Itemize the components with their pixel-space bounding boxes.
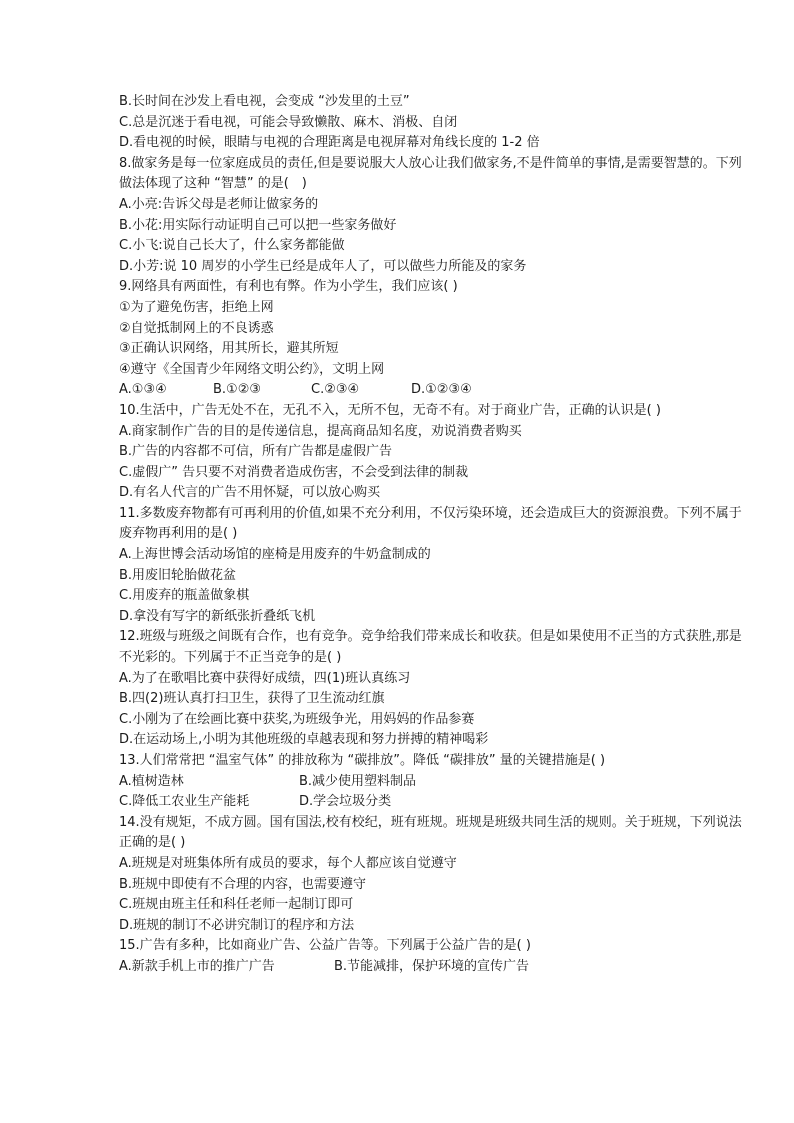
text-line: 11.多数废弃物都有可再利用的价值,如果不充分利用，不仅污染环境，还会造成巨大的资源浪费。下列不属于废弃物再利用的是( ) bbox=[119, 505, 742, 542]
text-line: D.小芳:说 10 周岁的小学生已经是成年人了，可以做些力所能及的家务 bbox=[119, 258, 527, 274]
text-line: ③正确认识网络，用其所长，避其所短 bbox=[119, 341, 339, 357]
q13-options-row1 bbox=[119, 772, 754, 793]
text-line: B.广告的内容都不可信，所有广告都是虚假广告 bbox=[119, 444, 393, 460]
text-line: B.长时间在沙发上看电视，会变成 “沙发里的土豆” bbox=[119, 94, 410, 109]
q9-option-a: A.①③④ bbox=[119, 382, 167, 398]
text-line: A.为了在歌唱比赛中获得好成绩，四(1)班认真练习 bbox=[119, 670, 411, 686]
questions-top bbox=[119, 92, 754, 380]
text-line: 12.班级与班级之间既有合作，也有竞争。竞争给我们带来成长和收获。但是如果使用不正当的方式获胜,那是不光彩的。下列属于不正当竞争的是( ) bbox=[119, 629, 742, 666]
text-line: A.商家制作广告的目的是传递信息，提高商品知名度，劝说消费者购买 bbox=[119, 423, 522, 439]
text-line: C.总是沉迷于看电视，可能会导致懒散、麻木、消极、自闭 bbox=[119, 114, 458, 130]
text-line: A.班规是对班集体所有成员的要求，每个人都应该自觉遵守 bbox=[119, 855, 457, 871]
questions-bottom bbox=[119, 813, 754, 957]
q9-option-b: B.①②③ bbox=[213, 382, 262, 398]
text-line: ①为了避免伤害，拒绝上网 bbox=[119, 299, 274, 315]
text-line: ②自觉抵制网上的不良诱惑 bbox=[119, 320, 274, 336]
text-line: D.班规的制订不必讲究制订的程序和方法 bbox=[119, 917, 355, 933]
text-line: C.虚假广” 告只要不对消费者造成伤害，不会受到法律的制裁 bbox=[119, 464, 469, 480]
q13-option-c: C.降低工农业生产能耗 bbox=[119, 794, 250, 810]
q9-option-c: C.②③④ bbox=[311, 382, 360, 398]
q9-options bbox=[119, 380, 754, 401]
text-line: C.用废弃的瓶盖做象棋 bbox=[119, 588, 250, 604]
text-line: A.上海世博会活动场馆的座椅是用废弃的牛奶盒制成的 bbox=[119, 547, 431, 563]
text-line: D.有名人代言的广告不用怀疑，可以放心购买 bbox=[119, 485, 381, 501]
text-line: 9.网络具有两面性，有利也有弊。作为小学生，我们应该( ) bbox=[119, 279, 458, 295]
q13-option-b: B.减少使用塑料制品 bbox=[299, 773, 417, 789]
questions-mid bbox=[119, 401, 754, 772]
text-line: C.班规由班主任和科任老师一起制订即可 bbox=[119, 897, 354, 913]
text-line: B.用废旧轮胎做花盆 bbox=[119, 567, 237, 583]
text-line: C.小飞:说自己长大了，什么家务都能做 bbox=[119, 238, 345, 254]
text-line: B.班规中即使有不合理的内容，也需要遵守 bbox=[119, 876, 367, 892]
text-line: 14.没有规矩，不成方圆。国有国法,校有校纪，班有班规。班规是班级共同生活的规则。关于班规，下列说法正确的是( ) bbox=[119, 814, 742, 851]
text-line: B.四(2)班认真打扫卫生，获得了卫生流动红旗 bbox=[119, 691, 385, 707]
text-line: 8.做家务是每一位家庭成员的责任,但是要说服大人放心让我们做家务,不是件简单的事情,是需要智慧的。下列做法体现了这种 “智慧” 的是( ) bbox=[119, 155, 742, 192]
text-line: D.看电视的时候，眼睛与电视的合理距离是电视屏幕对角线长度的 1-2 倍 bbox=[119, 135, 540, 151]
text-line: 15.广告有多种，比如商业广告、公益广告等。下列属于公益广告的是( ) bbox=[119, 938, 531, 954]
text-line: 10.生活中，广告无处不在，无孔不入，无所不包，无奇不有。对于商业广告，正确的认识是( ) bbox=[119, 402, 661, 418]
text-line: B.小花:用实际行动证明自己可以把一些家务做好 bbox=[119, 217, 397, 233]
q15-option-b: B.节能减排，保护环境的宣传广告 bbox=[334, 958, 530, 974]
q9-option-d: D.①②③④ bbox=[411, 382, 472, 398]
q13-option-a: A.植树造林 bbox=[119, 773, 184, 789]
q13-options-row2 bbox=[119, 792, 754, 813]
q13-option-d: D.学会垃圾分类 bbox=[299, 794, 392, 810]
q15-options-row1 bbox=[119, 957, 754, 978]
text-line: C.小刚为了在绘画比赛中获奖,为班级争光，用妈妈的作品参赛 bbox=[119, 711, 475, 727]
text-line: ④遵守《全国青少年网络文明公约》，文明上网 bbox=[119, 361, 385, 377]
text-line: D.在运动场上,小明为其他班级的卓越表现和努力拼搏的精神喝彩 bbox=[119, 732, 489, 748]
text-line: 13.人们常常把 “温室气体” 的排放称为 “碳排放”。降低 “碳排放” 量的关键措施是( ) bbox=[119, 753, 606, 768]
q15-option-a: A.新款手机上市的推广广告 bbox=[119, 958, 275, 974]
text-line: A.小亮:告诉父母是老师让做家务的 bbox=[119, 196, 319, 212]
text-line: D.拿没有写字的新纸张折叠纸飞机 bbox=[119, 608, 316, 624]
